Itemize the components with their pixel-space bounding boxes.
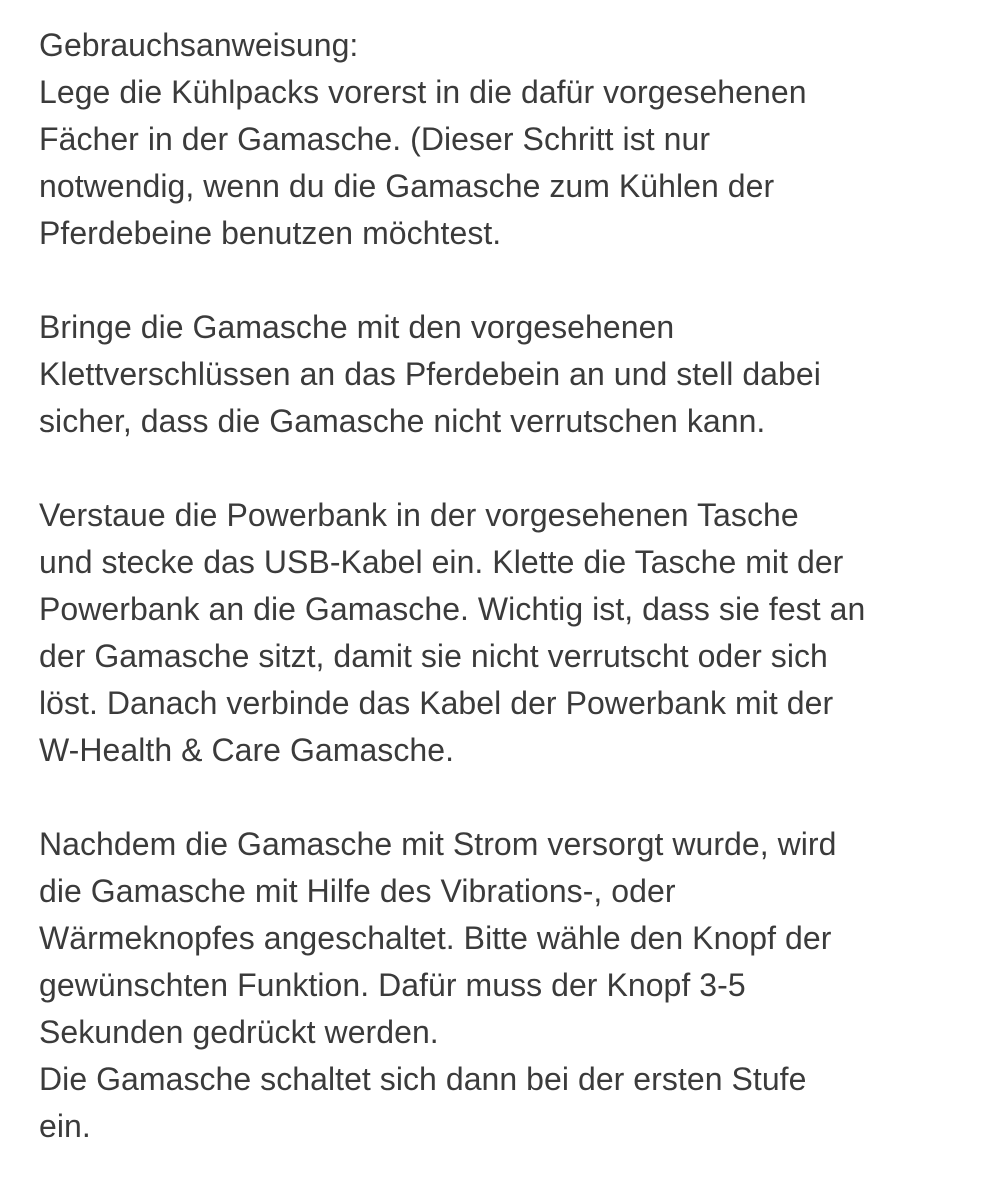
paragraph-line: Nachdem die Gamasche mit Strom versorgt wurde, wird	[39, 826, 837, 862]
paragraph-line: Bringe die Gamasche mit den vorgesehenen	[39, 309, 675, 345]
paragraph-line: Fächer in der Gamasche. (Dieser Schritt ist nur	[39, 121, 711, 157]
paragraph-4	[39, 821, 959, 1150]
paragraph-line: Pferdebeine benutzen möchtest.	[39, 215, 502, 251]
paragraph-line: und stecke das USB-Kabel ein. Klette die Tasche mit der	[39, 544, 844, 580]
paragraph-line: ein.	[39, 1108, 91, 1144]
document-title: Gebrauchsanweisung:	[39, 27, 359, 63]
paragraph-line: gewünschten Funktion. Dafür muss der Knopf 3-5	[39, 967, 746, 1003]
paragraph-spacer	[39, 774, 959, 821]
paragraph-line: Lege die Kühlpacks vorerst in die dafür vorgesehenen	[39, 74, 807, 110]
paragraph-spacer	[39, 445, 959, 492]
paragraph-line: Verstaue die Powerbank in der vorgesehenen Tasche	[39, 497, 799, 533]
paragraph-line: Die Gamasche schaltet sich dann bei der ersten Stufe	[39, 1061, 807, 1097]
paragraph-line: W-Health & Care Gamasche.	[39, 732, 455, 768]
paragraph-spacer	[39, 257, 959, 304]
paragraph-line: der Gamasche sitzt, damit sie nicht verrutscht oder sich	[39, 638, 828, 674]
paragraph-line: Klettverschlüssen an das Pferdebein an und stell dabei	[39, 356, 821, 392]
paragraph-line: Wärmeknopfes angeschaltet. Bitte wähle den Knopf der	[39, 920, 832, 956]
paragraph-line: löst. Danach verbinde das Kabel der Powerbank mit der	[39, 685, 834, 721]
paragraph-3	[39, 492, 959, 774]
paragraph-1	[39, 69, 959, 257]
paragraph-line: Powerbank an die Gamasche. Wichtig ist, dass sie fest an	[39, 591, 866, 627]
paragraph-2	[39, 304, 959, 445]
paragraph-line: sicher, dass die Gamasche nicht verrutschen kann.	[39, 403, 766, 439]
paragraph-line: die Gamasche mit Hilfe des Vibrations-, oder	[39, 873, 676, 909]
paragraph-line: Sekunden gedrückt werden.	[39, 1014, 439, 1050]
paragraph-line: notwendig, wenn du die Gamasche zum Kühlen der	[39, 168, 775, 204]
